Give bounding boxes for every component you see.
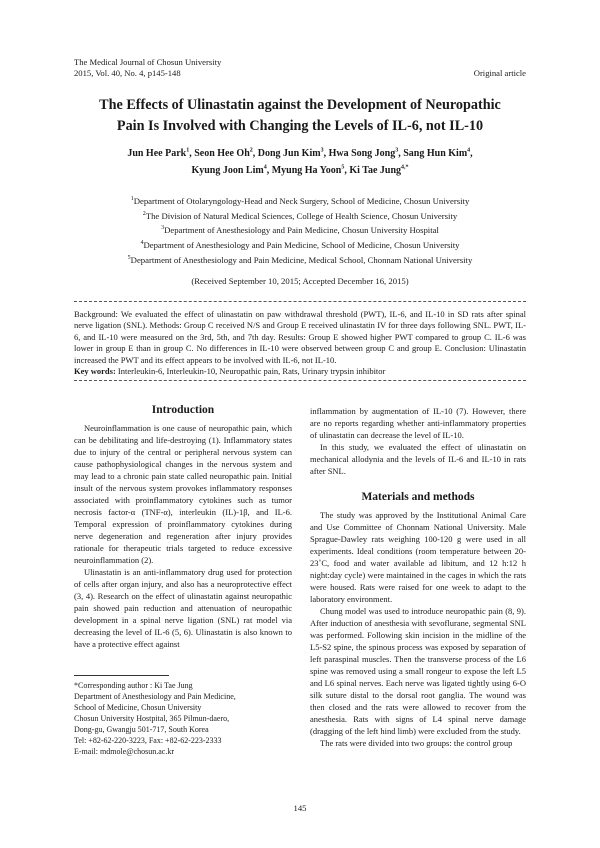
affiliation: $^3$Department of Anesthesiology and Pain Medicine, Chosun University Hospital	[161, 225, 439, 236]
author-sup: 4	[467, 147, 471, 154]
author-sup: 4,*	[401, 164, 409, 171]
abstract	[74, 309, 526, 377]
methods-heading: Materials and methods	[361, 491, 475, 503]
author-sup: 5	[341, 164, 345, 171]
citation-line: 2015, Vol. 40, No. 4, p145-148	[74, 68, 181, 78]
affiliation: $^1$Department of Otolaryngology-Head and Neck Surgery, School of Medicine, Chosun University	[130, 196, 470, 206]
author-name: Hwa Song Jong	[328, 148, 396, 159]
keywords-label: Key words:	[74, 366, 116, 377]
author-name: Dong Jun Kim	[257, 148, 321, 159]
received-dates: (Received September 10, 2015; Accepted December 16, 2015)	[191, 276, 409, 286]
title-line-2: Pain Is Involved with Changing the Levels of IL-6, not IL-10	[116, 118, 484, 134]
paragraph: Neuroinflammation is one cause of neuropathic pain, which can be debilitating and life-destroying (1). Inflammatory states due to injury of the central or peripheral nervous system can cause pathophysiological changes in the nervous system and may lead to a chronic pain state called neuropathic pain. Initial insult of the nervous system provokes inflammatory responses associated with proinflammatory cytokines such as tumor necrosis factor-α (TNF-α), interleukin (IL)-1β, and IL-6. Temporal expression of proinflammatory cytokines during nerve degeneration and regeneration after injury provides rationale for therapeutic trials targeted to reduce excessive neuroinflammation (2).	[74, 423, 292, 565]
corresponding-author-footnote: *Corresponding author : Ki Tae Jung Department of Anesthesiology and Pain Medicine, School of Medicine, Chosun University Chosun University Hostpital, 365 Pilmun-daero, Dong-gu, Gwangju 501-717, South Korea Tel: +82-62-220-3223, Fax: +82-62-223-2333 E-mail: mdmole@chosun.ac.kr	[74, 681, 236, 756]
left-column	[74, 404, 292, 650]
author-sup: 2	[249, 147, 253, 154]
footnote-rule	[74, 675, 169, 676]
paragraph: In this study, we evaluated the effect of ulinastatin on mechanical allodynia and the levels of IL-6 and IL-10 in rats after SNL.	[310, 442, 526, 476]
affiliation: $^2$The Division of Natural Medical Sciences, College of Health Science, Chosun University	[142, 210, 458, 221]
title-line-1: The Effects of Ulinastatin against the Development of Neuropathic	[99, 97, 501, 113]
author-name: Sang Hun Kim	[403, 148, 468, 159]
abstract-bottom-rule	[74, 380, 526, 381]
abstract-text: Background: We evaluated the effect of ulinastatin on paw withdrawal threshold (PWT), IL-6, and IL-10 in SD rats after spinal nerve ligation (SNL). Methods: Group C received N/S and Group E received ulinastatin IV for three days following SNL. PWT, IL-6, and IL-10 were measured on the 3rd, 5th, and 7th day. Results: Group E showed higher PWT compared to group C. IL-6 was lower in group E than in group C. No differences in IL-10 were observed between group C and group E. Conclusion: Ulinastatin increased the PWT and its effect appears to be involved with IL-6, not IL-10.	[74, 309, 526, 365]
author-sup: 3	[395, 147, 399, 154]
journal-name: The Medical Journal of Chosun University	[74, 57, 222, 67]
paragraph: Ulinastatin is an anti-inflammatory drug used for protection of cells after organ injury, and also has a neuroprotective effect (3, 4). Research on the effect of ulinastatin against neuropathic pain showed pain reduction and attenuation of neuropathic development in a spinal nerve ligation (SNL) rat model via decreasing the level of IL-6 (5, 6). Ulinastatin is also known to have a protective effect against	[74, 567, 292, 649]
author-name: Ki Tae Jung	[349, 165, 402, 176]
affiliation: $^4$Department of Anesthesiology and Pain Medicine, School of Medicine, Chosun University	[140, 240, 460, 251]
author-list: Jun Hee Park$^1$, Seon Hee Oh$^2$, Dong Jun Kim$^3$, Hwa Song Jong$^3$, Sang Hun Kim$^4$, Kyung Joon Lim$^4$, Myung Ha Yoon$^5$, Ki Tae Jung$^{4,*}$	[127, 147, 473, 176]
author-name: Seon Hee Oh	[194, 148, 250, 159]
introduction-heading: Introduction	[151, 404, 215, 416]
author-name: Myung Ha Yoon	[271, 165, 342, 176]
paragraph: The study was approved by the Institutional Animal Care and Use Committee of Chonnam National University. Male Sprague-Dawley rats weighing 100-120 g were used in all experiments. Ideal conditions (room temperature between 20-23˚C, food and water available ad libitum, and 12 h:12 h night:day cycle) were maintained in the cages in which the rats were housed. Rats were raised for one week to adapt to the laboratory environment.	[310, 510, 526, 604]
author-name: Kyung Joon Lim	[191, 165, 264, 176]
author-sup: 1	[186, 147, 190, 154]
right-column	[310, 405, 526, 749]
paragraph: inflammation by augmentation of IL-10 (7). However, there are no reports regarding whether anti-inflammatory properties of ulinastatin can decrease the level of IL-10.	[310, 406, 526, 440]
author-sup: 3	[320, 147, 324, 154]
affiliation-list	[60, 194, 540, 268]
paragraph: The rats were divided into two groups: the control group	[320, 738, 513, 748]
author-name: Jun Hee Park	[127, 148, 187, 159]
page-number: 145	[293, 803, 307, 813]
article-title	[60, 95, 540, 137]
keywords: Interleukin-6, Interleukin-10, Neuropathic pain, Rats, Urinary trypsin inhibitor	[117, 366, 386, 377]
affiliation: $^5$Department of Anesthesiology and Pain Medicine, Medical School, Chonnam National University	[127, 254, 473, 265]
article-type: Original article	[473, 68, 526, 78]
paragraph: Chung model was used to introduce neuropathic pain (8, 9). After induction of anesthesia with sevoflurane, segmental SNL was performed. Following skin incision in the midline of the L5-S2 spine, the spinous process was exposed by separation of left paraspinal muscles. Then the transverse process of the L6 spine was removed using a small rongeur to expose the left L5 and L6 spinal nerves. Each nerve was ligated tightly using 6-O silk suture distal to the dorsal root ganglia. The wound was then closed and the rats were allowed to recover from the anesthesia. Rats with signs of L4 spinal nerve damage (dragging of the left hind limb) were excluded from the study.	[310, 606, 526, 736]
abstract-top-rule	[74, 301, 526, 302]
author-sup: 4	[263, 164, 267, 171]
